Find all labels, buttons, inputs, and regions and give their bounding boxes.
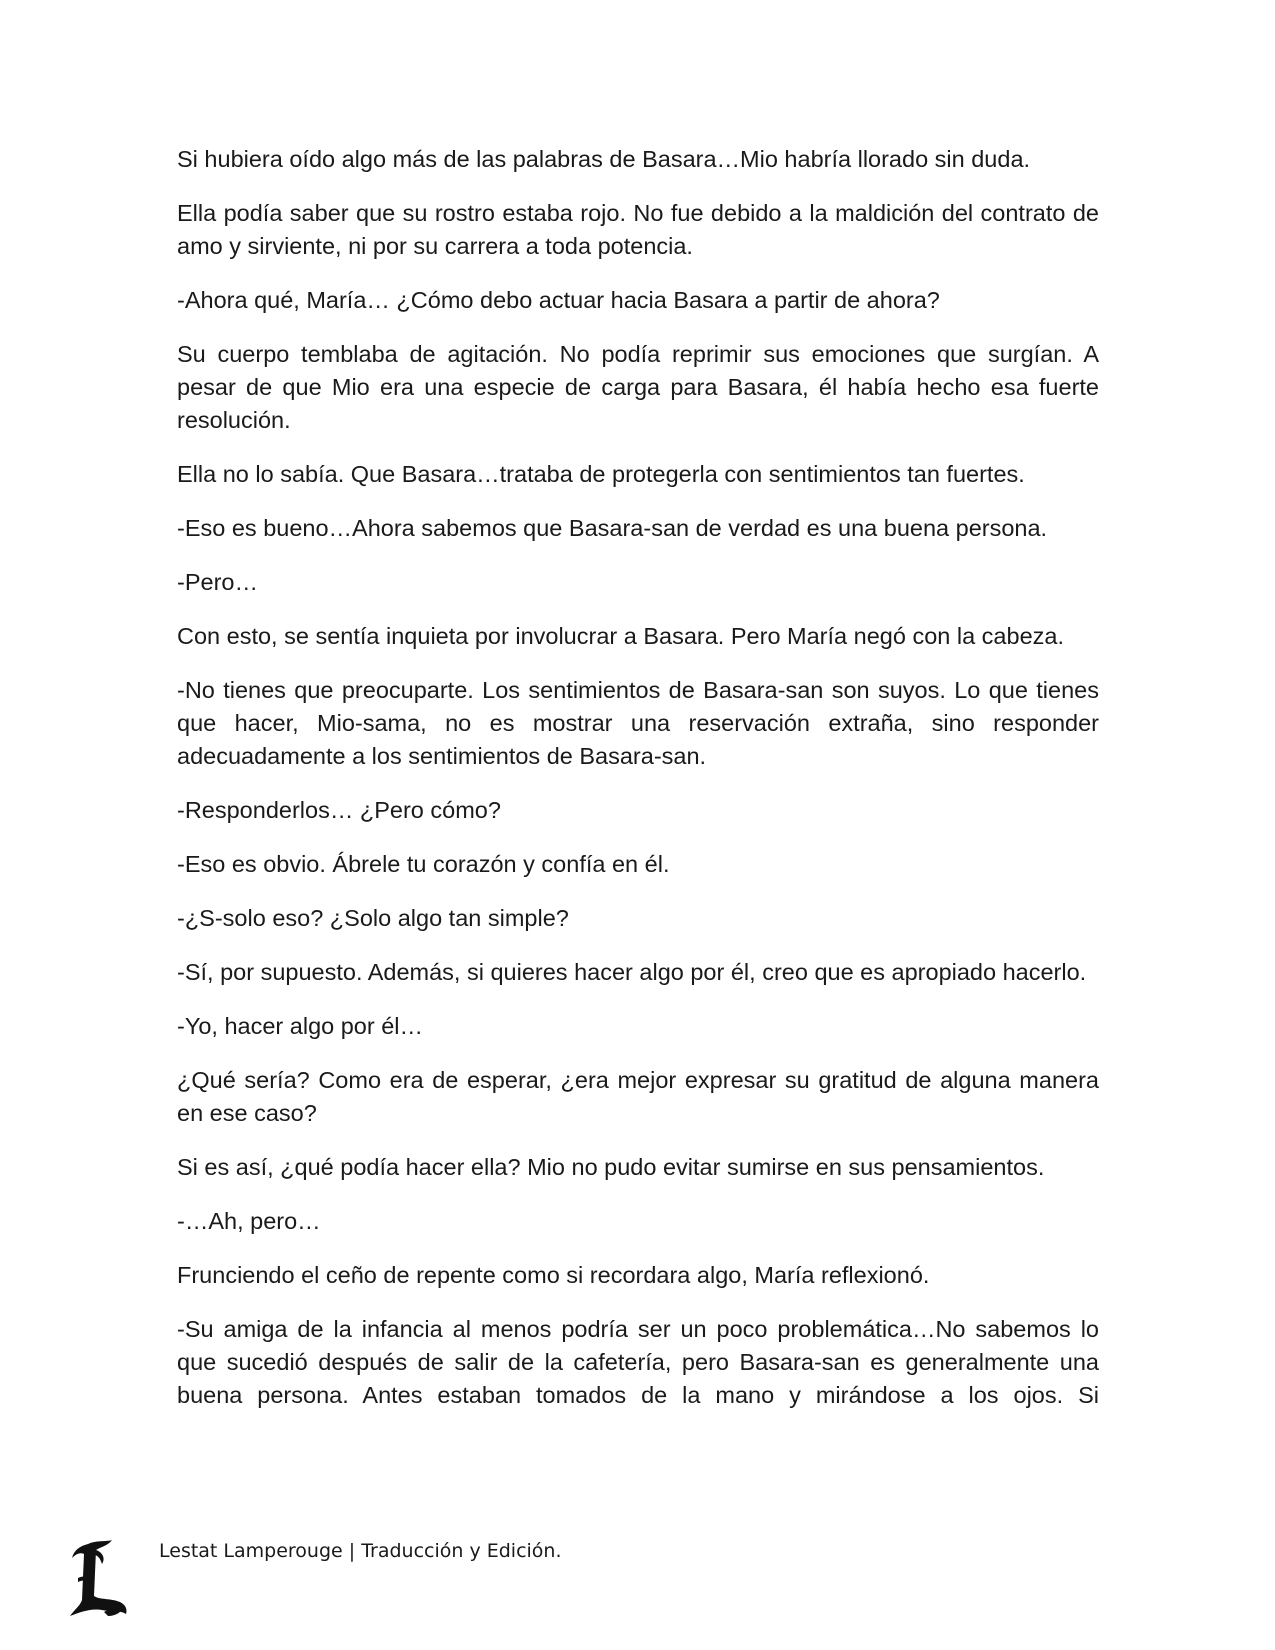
paragraph-1: Si hubiera oído algo más de las palabras de Basara…Mio habría llorado sin duda. [177,146,1031,172]
paragraph-2: Ella podía saber que su rostro estaba rojo. No fue debido a la maldición del contrato de amo y sirviente, ni por su carrera a toda potencia. [177,200,1099,259]
paragraph-5: Ella no lo sabía. Que Basara…trataba de protegerla con sentimientos tan fuertes. [177,461,1025,487]
paragraph-8: Con esto, se sentía inquieta por involucrar a Basara. Pero María negó con la cabeza. [177,623,1064,649]
gothic-letter-l-logo-icon [66,1538,130,1618]
paragraph-3: -Ahora qué, María… ¿Cómo debo actuar hacia Basara a partir de ahora? [177,287,940,313]
paragraph-18: Frunciendo el ceño de repente como si recordara algo, María reflexionó. [177,1262,930,1288]
paragraph-17: -…Ah, pero… [177,1208,321,1234]
page-footer [66,1538,766,1628]
paragraph-14: -Yo, hacer algo por él… [177,1013,424,1039]
paragraph-6: -Eso es bueno…Ahora sabemos que Basara-san de verdad es una buena persona. [177,515,1048,541]
paragraph-7: -Pero… [177,569,258,595]
paragraph-15: ¿Qué sería? Como era de esperar, ¿era mejor expresar su gratitud de alguna manera en ese caso? [177,1067,1099,1126]
paragraph-4: Su cuerpo temblaba de agitación. No podía reprimir sus emociones que surgían. A pesar de que Mio era una especie de carga para Basara, él había hecho esa fuerte resolución. [177,341,1099,433]
paragraph-9: -No tienes que preocuparte. Los sentimientos de Basara-san son suyos. Lo que tienes que hacer, Mio-sama, no es mostrar una reservación extraña, sino responder adecuadamente a los sentimientos de Basara-san. [177,677,1099,769]
page-body [177,143,1099,1412]
translator-credit: Lestat Lamperouge | Traducción y Edición. [159,1540,562,1562]
paragraph-10: -Responderlos… ¿Pero cómo? [177,797,501,823]
paragraph-13: -Sí, por supuesto. Además, si quieres hacer algo por él, creo que es apropiado hacerlo. [177,959,1087,985]
paragraph-19: -Su amiga de la infancia al menos podría ser un poco problemática…No sabemos lo que sucedió después de salir de la cafetería, pero Basara-san es generalmente una buena persona. Antes estaban tomados de la mano y mirándose a los ojos. Si [177,1316,1099,1408]
paragraph-16: Si es así, ¿qué podía hacer ella? Mio no pudo evitar sumirse en sus pensamientos. [177,1154,1045,1180]
paragraph-11: -Eso es obvio. Ábrele tu corazón y confía en él. [177,851,670,877]
paragraph-12: -¿S-solo eso? ¿Solo algo tan simple? [177,905,569,931]
